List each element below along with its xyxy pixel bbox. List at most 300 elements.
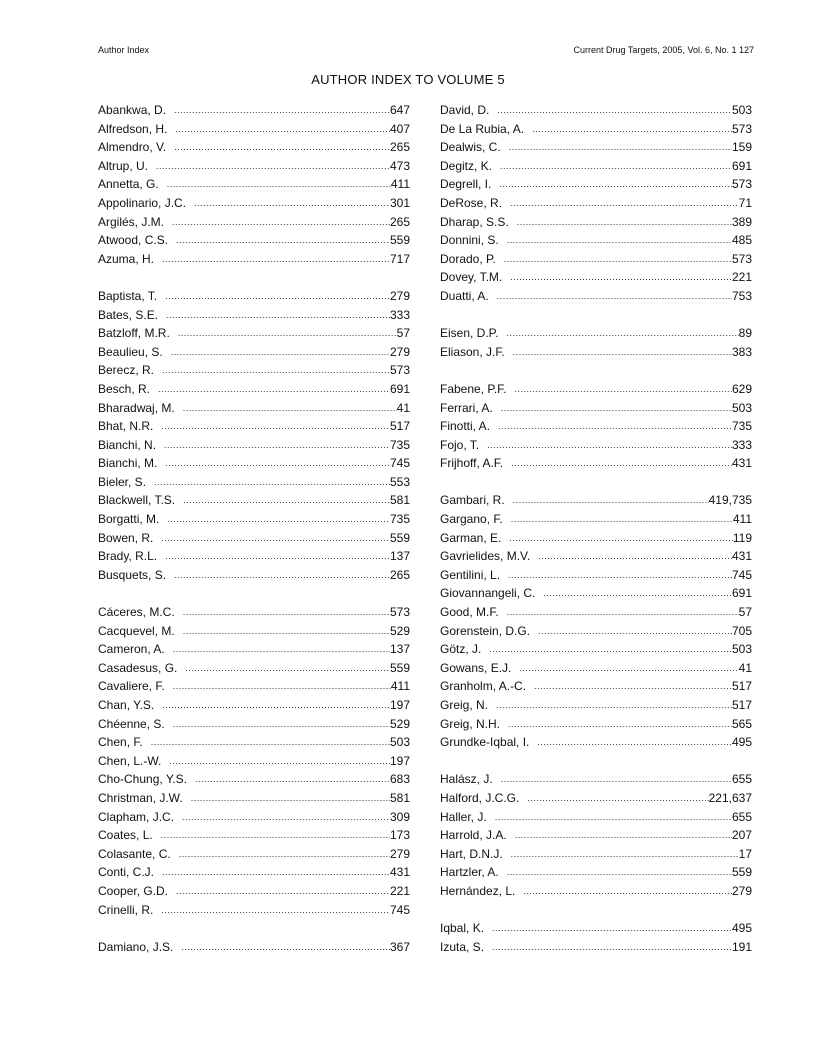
dot-leader xyxy=(487,436,732,455)
dot-leader xyxy=(165,454,390,473)
author-name: Chen, F. xyxy=(98,735,143,750)
page-numbers: 407 xyxy=(389,121,410,136)
page-numbers: 41 xyxy=(738,660,752,675)
index-entry xyxy=(98,696,410,715)
index-entry xyxy=(98,715,410,734)
page-numbers: 383 xyxy=(731,344,752,359)
author-name: Abankwa, D. xyxy=(98,103,167,117)
dot-leader xyxy=(492,919,732,938)
page-numbers: 309 xyxy=(389,809,410,824)
dot-leader xyxy=(161,529,390,548)
dot-leader xyxy=(507,231,732,250)
author-name: Berecz, R. xyxy=(98,363,155,378)
author-name: Casadesus, G. xyxy=(98,660,178,675)
index-entry xyxy=(440,510,752,529)
page-numbers: 419,735 xyxy=(708,493,752,508)
dot-leader xyxy=(164,436,390,455)
page-numbers: 485 xyxy=(731,233,752,248)
author-name: Haller, J. xyxy=(440,809,487,824)
dot-leader xyxy=(171,343,390,362)
page-numbers: 573 xyxy=(389,363,410,378)
dot-leader xyxy=(543,584,732,603)
index-entry xyxy=(98,733,410,752)
author-name: Iqbal, K. xyxy=(440,921,485,936)
index-entry xyxy=(98,361,410,380)
dot-leader xyxy=(161,417,390,436)
dot-leader xyxy=(509,138,732,157)
page-numbers: 279 xyxy=(731,883,752,898)
page-numbers: 691 xyxy=(731,586,752,601)
author-name: Cooper, G.D. xyxy=(98,883,169,898)
dot-leader xyxy=(509,529,733,548)
page-numbers: 191 xyxy=(731,939,752,954)
author-name: Borgatti, M. xyxy=(98,512,160,527)
author-name: Dorado, P. xyxy=(440,251,496,266)
author-name: Cho-Chung, Y.S. xyxy=(98,772,187,787)
author-name: Gambari, R. xyxy=(440,493,505,508)
dot-leader xyxy=(181,938,390,957)
dot-leader xyxy=(497,287,732,306)
page-numbers: 137 xyxy=(389,642,410,657)
author-name: Hartzler, A. xyxy=(440,865,499,880)
page-numbers: 753 xyxy=(731,288,752,303)
index-entry xyxy=(98,287,410,306)
author-name: Baptista, T. xyxy=(98,288,158,303)
index-entry xyxy=(98,789,410,808)
dot-leader xyxy=(194,194,390,213)
dot-leader xyxy=(492,938,732,957)
index-entry xyxy=(440,157,752,176)
page-numbers: 411 xyxy=(390,177,410,192)
page-numbers: 495 xyxy=(731,921,752,936)
author-name: Chen, L.-W. xyxy=(98,753,162,768)
index-entry xyxy=(98,510,410,529)
page-numbers: 581 xyxy=(389,790,410,805)
page-numbers: 41 xyxy=(396,400,410,415)
author-name: DeRose, R. xyxy=(440,195,503,210)
page-numbers: 279 xyxy=(389,344,410,359)
page-numbers: 333 xyxy=(731,437,752,452)
author-name: Bieler, S. xyxy=(98,474,147,489)
page-numbers: 279 xyxy=(389,846,410,861)
author-name: Atwood, C.S. xyxy=(98,233,169,248)
author-name: Duatti, A. xyxy=(440,288,489,303)
dot-leader xyxy=(515,380,732,399)
index-entry xyxy=(440,733,752,752)
dot-leader xyxy=(511,845,739,864)
page-numbers: 517 xyxy=(389,419,410,434)
index-entry xyxy=(440,640,752,659)
author-name: Annetta, G. xyxy=(98,177,159,192)
page-numbers: 221,637 xyxy=(708,790,752,805)
page-numbers: 411 xyxy=(390,679,410,694)
page-numbers: 647 xyxy=(389,103,410,117)
author-name: Alfredson, H. xyxy=(98,121,168,136)
page-numbers: 629 xyxy=(731,381,752,396)
dot-leader xyxy=(161,826,390,845)
dot-leader xyxy=(511,510,733,529)
author-name: Azuma, H. xyxy=(98,251,155,266)
dot-leader xyxy=(154,473,390,492)
dot-leader xyxy=(497,101,732,120)
dot-leader xyxy=(183,491,390,510)
index-entry xyxy=(98,175,410,194)
page-numbers: 265 xyxy=(389,567,410,582)
page-numbers: 705 xyxy=(731,623,752,638)
dot-leader xyxy=(162,696,390,715)
author-name: Cacquevel, M. xyxy=(98,623,175,638)
dot-leader xyxy=(538,547,732,566)
page-numbers: 173 xyxy=(389,828,410,843)
page-numbers: 431 xyxy=(731,456,752,471)
dot-leader xyxy=(195,770,390,789)
index-entry xyxy=(98,752,410,771)
page-numbers: 389 xyxy=(731,214,752,229)
page-numbers: 57 xyxy=(396,326,410,341)
dot-leader xyxy=(537,733,732,752)
index-entry xyxy=(98,770,410,789)
author-name: Bhat, N.R. xyxy=(98,419,154,434)
page-numbers: 691 xyxy=(389,381,410,396)
index-entry xyxy=(98,863,410,882)
index-entry xyxy=(98,901,410,920)
index-entry xyxy=(440,268,752,287)
section-gap xyxy=(440,361,752,380)
index-entry xyxy=(440,436,752,455)
page-numbers: 279 xyxy=(389,288,410,303)
dot-leader xyxy=(510,194,739,213)
index-entry xyxy=(440,529,752,548)
dot-leader xyxy=(176,882,390,901)
page-numbers: 495 xyxy=(731,735,752,750)
dot-leader xyxy=(510,268,732,287)
index-entry xyxy=(440,584,752,603)
page-numbers: 473 xyxy=(389,158,410,173)
dot-leader xyxy=(183,399,397,418)
index-entry xyxy=(440,845,752,864)
index-entry xyxy=(98,157,410,176)
author-name: Greig, N.H. xyxy=(440,716,501,731)
index-entry xyxy=(440,770,752,789)
dot-leader xyxy=(158,380,390,399)
page-numbers: 735 xyxy=(731,419,752,434)
page-numbers: 17 xyxy=(738,846,752,861)
author-name: Dovey, T.M. xyxy=(440,270,503,285)
index-entry xyxy=(440,622,752,641)
author-name: Brady, R.L. xyxy=(98,549,158,564)
page-numbers: 655 xyxy=(731,809,752,824)
index-entry xyxy=(98,101,410,120)
dot-leader xyxy=(523,882,732,901)
index-entry xyxy=(440,454,752,473)
index-entry xyxy=(440,194,752,213)
index-entry xyxy=(440,696,752,715)
dot-leader xyxy=(183,603,390,622)
page-numbers: 503 xyxy=(731,642,752,657)
author-name: Clapham, J.C. xyxy=(98,809,175,824)
index-entry xyxy=(440,547,752,566)
author-name: Eliason, J.F. xyxy=(440,344,505,359)
author-name: Blackwell, T.S. xyxy=(98,493,176,508)
page-numbers: 691 xyxy=(731,158,752,173)
author-name: Halford, J.C.G. xyxy=(440,790,520,805)
page-numbers: 573 xyxy=(731,251,752,266)
dot-leader xyxy=(515,826,732,845)
dot-leader xyxy=(173,677,391,696)
author-name: Halász, J. xyxy=(440,772,493,787)
dot-leader xyxy=(162,863,390,882)
index-entry xyxy=(440,101,752,120)
dot-leader xyxy=(174,101,390,120)
page-numbers: 581 xyxy=(389,493,410,508)
author-name: Fojo, T. xyxy=(440,437,480,452)
page-numbers: 745 xyxy=(389,902,410,917)
index-entry xyxy=(440,138,752,157)
index-entry xyxy=(440,566,752,585)
dot-leader xyxy=(513,491,709,510)
dot-leader xyxy=(508,566,732,585)
page-numbers: 565 xyxy=(731,716,752,731)
index-entry xyxy=(98,640,410,659)
page-numbers: 573 xyxy=(731,177,752,192)
section-gap xyxy=(98,919,410,938)
dot-leader xyxy=(507,603,739,622)
dot-leader xyxy=(161,901,390,920)
index-entry xyxy=(440,417,752,436)
index-entry xyxy=(440,120,752,139)
author-name: Bianchi, N. xyxy=(98,437,157,452)
author-name: Bianchi, M. xyxy=(98,456,158,471)
author-name: Altrup, U. xyxy=(98,158,149,173)
author-name: Crinelli, R. xyxy=(98,902,154,917)
page-numbers: 503 xyxy=(389,735,410,750)
index-entry xyxy=(440,287,752,306)
author-name: Chan, Y.S. xyxy=(98,698,155,712)
dot-leader xyxy=(166,306,390,325)
index-entry xyxy=(440,938,752,957)
index-entry xyxy=(98,306,410,325)
page-numbers: 717 xyxy=(389,251,410,266)
dot-leader xyxy=(174,566,390,585)
dot-leader xyxy=(185,659,390,678)
index-entry xyxy=(98,436,410,455)
author-name: David, D. xyxy=(440,103,490,117)
page-numbers: 503 xyxy=(731,400,752,415)
dot-leader xyxy=(504,250,732,269)
page-numbers: 559 xyxy=(389,233,410,248)
index-entry xyxy=(98,380,410,399)
dot-leader xyxy=(176,231,390,250)
index-column-left xyxy=(98,101,410,956)
author-name: Greig, N. xyxy=(440,698,489,712)
section-gap xyxy=(440,473,752,492)
page-numbers: 559 xyxy=(389,660,410,675)
index-entry xyxy=(98,231,410,250)
section-gap xyxy=(440,306,752,325)
page-numbers: 735 xyxy=(389,437,410,452)
dot-leader xyxy=(513,343,732,362)
page-numbers: 197 xyxy=(389,753,410,768)
page-numbers: 745 xyxy=(389,456,410,471)
dot-leader xyxy=(169,752,390,771)
dot-leader xyxy=(532,120,732,139)
dot-leader xyxy=(511,454,732,473)
page-numbers: 137 xyxy=(389,549,410,564)
author-name: Frijhoff, A.F. xyxy=(440,456,504,471)
author-name: Götz, J. xyxy=(440,642,482,657)
dot-leader xyxy=(534,677,732,696)
author-name: Hernández, L. xyxy=(440,883,516,898)
page-numbers: 431 xyxy=(389,865,410,880)
index-entry xyxy=(98,194,410,213)
author-name: Gargano, F. xyxy=(440,512,503,527)
dot-leader xyxy=(499,175,732,194)
page-numbers: 529 xyxy=(389,716,410,731)
dot-leader xyxy=(506,324,738,343)
page-numbers: 57 xyxy=(738,605,752,620)
page-numbers: 159 xyxy=(731,140,752,155)
dot-leader xyxy=(167,175,391,194)
index-entry xyxy=(440,250,752,269)
author-name: Cavaliere, F. xyxy=(98,679,165,694)
author-name: Fabene, P.F. xyxy=(440,381,507,396)
index-entry xyxy=(440,213,752,232)
author-name: Cameron, A. xyxy=(98,642,165,657)
index-entry xyxy=(98,491,410,510)
dot-leader xyxy=(178,324,397,343)
page-numbers: 559 xyxy=(389,530,410,545)
author-name: Conti, C.J. xyxy=(98,865,155,880)
author-name: Gentilini, L. xyxy=(440,567,501,582)
index-entry xyxy=(440,491,752,510)
author-name: Dharap, S.S. xyxy=(440,214,509,229)
page-numbers: 735 xyxy=(389,512,410,527)
dot-leader xyxy=(165,547,390,566)
author-name: Chéenne, S. xyxy=(98,716,165,731)
page-numbers: 573 xyxy=(389,605,410,620)
author-name: Granholm, A.-C. xyxy=(440,679,527,694)
dot-leader xyxy=(527,789,708,808)
author-name: Garman, E. xyxy=(440,530,502,545)
author-name: Finotti, A. xyxy=(440,419,491,434)
page-numbers: 367 xyxy=(389,939,410,954)
page-numbers: 559 xyxy=(731,865,752,880)
author-name: Colasante, C. xyxy=(98,846,171,861)
index-entry xyxy=(98,622,410,641)
author-name: Giovannangeli, C. xyxy=(440,586,536,601)
dot-leader xyxy=(519,659,738,678)
index-entry xyxy=(98,845,410,864)
author-name: Hart, D.N.J. xyxy=(440,846,503,861)
dot-leader xyxy=(517,213,732,232)
page-numbers: 517 xyxy=(731,679,752,694)
author-name: Almendro, V. xyxy=(98,140,167,155)
index-entry xyxy=(98,826,410,845)
author-name: Besch, R. xyxy=(98,381,151,396)
section-gap xyxy=(440,752,752,771)
dot-leader xyxy=(165,287,390,306)
index-entry xyxy=(98,454,410,473)
dot-leader xyxy=(167,510,390,529)
dot-leader xyxy=(156,157,390,176)
index-entry xyxy=(98,399,410,418)
index-entry xyxy=(440,863,752,882)
index-entry xyxy=(98,677,410,696)
index-entry xyxy=(98,938,410,957)
author-name: Izuta, S. xyxy=(440,939,485,954)
index-entry xyxy=(98,547,410,566)
index-entry xyxy=(98,603,410,622)
author-name: Bharadwaj, M. xyxy=(98,400,175,415)
page-numbers: 529 xyxy=(389,623,410,638)
page-numbers: 745 xyxy=(731,567,752,582)
dot-leader xyxy=(501,399,732,418)
page-numbers: 517 xyxy=(731,698,752,712)
page-numbers: 431 xyxy=(731,549,752,564)
page-numbers: 553 xyxy=(389,474,410,489)
dot-leader xyxy=(151,733,390,752)
running-header-left: Author Index xyxy=(98,45,150,55)
section-gap xyxy=(440,901,752,920)
index-entry xyxy=(440,919,752,938)
dot-leader xyxy=(172,213,390,232)
dot-leader xyxy=(174,138,390,157)
index-entry xyxy=(98,882,410,901)
author-name: Cáceres, M.C. xyxy=(98,605,175,620)
index-entry xyxy=(440,399,752,418)
author-name: Degrell, I. xyxy=(440,177,492,192)
page-numbers: 573 xyxy=(731,121,752,136)
page-numbers: 221 xyxy=(389,883,410,898)
page-numbers: 411 xyxy=(732,512,752,527)
author-name: Busquets, S. xyxy=(98,567,167,582)
index-entry xyxy=(98,659,410,678)
author-name: Degitz, K. xyxy=(440,158,493,173)
author-name: Beaulieu, S. xyxy=(98,344,163,359)
dot-leader xyxy=(538,622,732,641)
index-column-right xyxy=(440,101,752,956)
index-entry xyxy=(98,343,410,362)
page-numbers: 89 xyxy=(738,326,752,341)
index-entry xyxy=(98,213,410,232)
author-name: Grundke-Iqbal, I. xyxy=(440,735,530,750)
index-entry xyxy=(98,808,410,827)
index-entry xyxy=(440,603,752,622)
dot-leader xyxy=(173,640,390,659)
author-name: Eisen, D.P. xyxy=(440,326,499,341)
dot-leader xyxy=(498,417,732,436)
dot-leader xyxy=(183,622,390,641)
section-gap xyxy=(98,584,410,603)
index-entry xyxy=(98,529,410,548)
author-name: Bates, S.E. xyxy=(98,307,159,322)
author-name: Donnini, S. xyxy=(440,233,499,248)
page-title: AUTHOR INDEX TO VOLUME 5 xyxy=(311,72,505,87)
index-entry xyxy=(440,715,752,734)
page-numbers: 71 xyxy=(738,195,752,210)
page-numbers: 503 xyxy=(731,103,752,117)
index-entry xyxy=(98,138,410,157)
author-name: Dealwis, C. xyxy=(440,140,501,155)
index-entry xyxy=(440,808,752,827)
dot-leader xyxy=(489,640,732,659)
author-name: Harrold, J.A. xyxy=(440,828,507,843)
index-entry xyxy=(440,789,752,808)
author-name: Gowans, E.J. xyxy=(440,660,512,675)
author-name: Argilés, J.M. xyxy=(98,214,165,229)
index-entry xyxy=(440,343,752,362)
dot-leader xyxy=(495,808,732,827)
